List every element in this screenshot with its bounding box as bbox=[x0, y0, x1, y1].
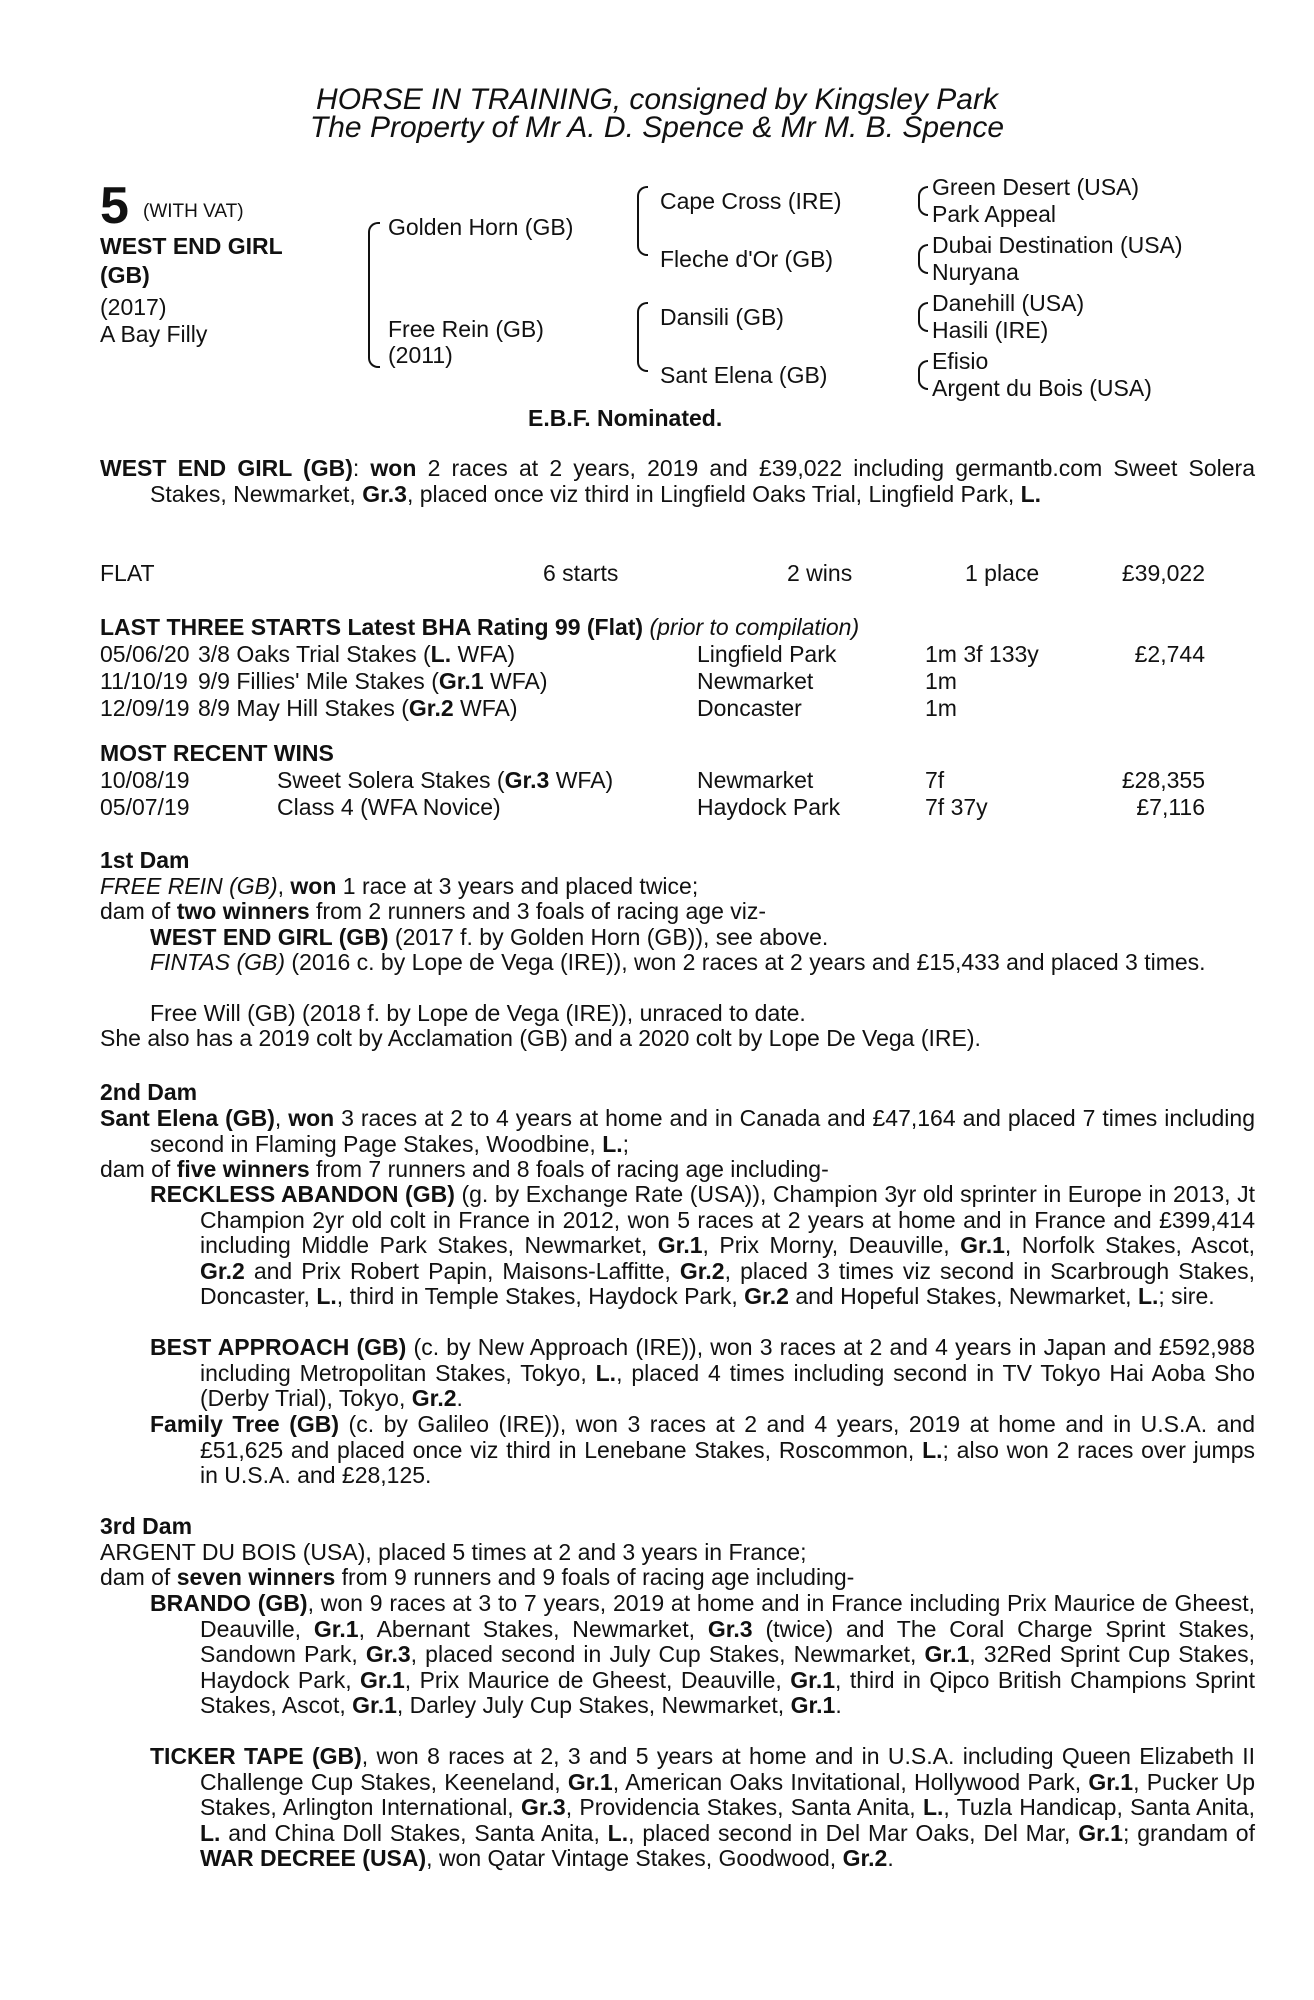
summary-name: WEST END GIRL (GB) bbox=[100, 455, 353, 481]
third-dam-heading bbox=[100, 1514, 1205, 1540]
pedigree-brace-4f bbox=[918, 316, 928, 332]
pedigree-sire-dam: Fleche d'Or (GB) bbox=[660, 246, 834, 272]
pedigree-brace-ds bbox=[637, 302, 648, 336]
second-dam-of-b: five winners bbox=[176, 1156, 310, 1182]
d3-p2-g6: L. bbox=[607, 1819, 629, 1846]
d2-p1-g3: Gr.2 bbox=[200, 1257, 245, 1284]
pedigree-dam: Free Rein (GB) bbox=[388, 316, 544, 342]
d3-p1-g2: Gr.3 bbox=[707, 1615, 753, 1642]
race-course: Doncaster bbox=[697, 695, 802, 721]
third-dam-produce-1 bbox=[150, 1591, 1255, 1719]
d3-p2-e: , Tuzla Handicap, Santa Anita, bbox=[943, 1794, 1255, 1820]
race-name-b: WFA) bbox=[549, 767, 614, 793]
catalogue-header-line1: HORSE IN TRAINING, consigned by Kingsley Park bbox=[316, 83, 998, 116]
first-dam-heading bbox=[100, 848, 1205, 874]
produce-1-name: WEST END GIRL (GB) bbox=[150, 924, 389, 950]
pedigree-dam-sire: Dansili (GB) bbox=[660, 304, 784, 330]
summary-won: won bbox=[370, 455, 417, 481]
pedigree-brace-dam bbox=[368, 294, 380, 368]
d3-p1-g5: Gr.1 bbox=[360, 1666, 405, 1693]
race-grade: L. bbox=[430, 641, 452, 667]
d3-p2-a: , won 8 races at 2, 3 and 5 years at home and in U.S.A. including Queen Elizabeth II Challenge Cup Stakes, Keeneland, bbox=[200, 1743, 1256, 1795]
d3-p2-name: TICKER TAPE (GB) bbox=[150, 1743, 362, 1769]
first-dam-title: 1st Dam bbox=[100, 847, 190, 873]
record-starts: 6 starts bbox=[543, 560, 619, 586]
first-dam-also: She also has a 2019 colt by Acclamation (GB) and a 2020 colt by Lope De Vega (IRE). bbox=[100, 1025, 981, 1051]
d2-p1-d: and Prix Robert Papin, Maisons-Laffitte, bbox=[244, 1257, 680, 1284]
d2-p1-g5: L. bbox=[316, 1283, 337, 1309]
d2-p2-name: BEST APPROACH (GB) bbox=[150, 1334, 407, 1360]
race-name bbox=[277, 767, 613, 793]
last-three-title: LAST THREE STARTS Latest BHA Rating 99 (Flat) bbox=[100, 614, 644, 640]
d3-p1-g8: Gr.1 bbox=[790, 1692, 836, 1718]
third-dam-produce bbox=[100, 1565, 1205, 1591]
race-grade: Gr.2 bbox=[408, 695, 454, 721]
second-dam-of-a: dam of bbox=[100, 1156, 177, 1182]
d2-p1-g: and Hopeful Stakes, Newmarket, bbox=[788, 1283, 1138, 1309]
race-prize: £28,355 bbox=[1121, 767, 1205, 793]
race-distance: 1m bbox=[925, 668, 957, 694]
pedigree-brace-4h bbox=[918, 374, 928, 390]
d2-p1-g7: L. bbox=[1137, 1283, 1159, 1309]
second-dam-produce bbox=[100, 1157, 1205, 1183]
race-name-b: WFA) bbox=[451, 641, 515, 667]
first-dam-of-b: two winners bbox=[176, 898, 310, 924]
first-dam-produce-3: Free Will (GB) (2018 f. by Lope de Vega (IRE)), unraced to date. bbox=[150, 1000, 806, 1026]
pedigree-sss: Green Desert (USA) bbox=[932, 174, 1140, 200]
d3-p2-g1: Gr.1 bbox=[567, 1768, 613, 1795]
pedigree-ssd: Park Appeal bbox=[932, 201, 1057, 227]
d2-p1-g1: Gr.1 bbox=[657, 1232, 703, 1258]
d2-p2-c: . bbox=[456, 1385, 463, 1411]
d3-p2-g7: Gr.1 bbox=[1078, 1819, 1123, 1846]
second-dam-title: 2nd Dam bbox=[100, 1079, 198, 1105]
d3-p1-g3: Gr.3 bbox=[365, 1641, 411, 1667]
d3-p2-j: . bbox=[887, 1845, 894, 1871]
record-wins: 2 wins bbox=[787, 560, 853, 586]
third-dam-title: 3rd Dam bbox=[100, 1513, 193, 1539]
second-dam-record: Sant Elena (GB), won 3 races at 2 to 4 years at home and in Canada and £47,164 and placed 7 times including second in Flaming Page Stakes, Woodbine, L.; bbox=[100, 1105, 1255, 1157]
recent-wins-heading: MOST RECENT WINS bbox=[100, 740, 334, 766]
d2-p1-c: , Norfolk Stakes, Ascot, bbox=[1004, 1232, 1256, 1258]
d3-p2-i: , won Qatar Vintage Stakes, Goodwood, bbox=[426, 1845, 843, 1871]
pedigree-brace-sire bbox=[368, 222, 380, 296]
d3-p2-f: and China Doll Stakes, Santa Anita, bbox=[220, 1819, 608, 1846]
d2-p2-b: , placed 4 times including second in TV Tokyo Hai Aoba Sho (Derby Trial), Tokyo, bbox=[200, 1359, 1255, 1411]
d2-p1-f: , third in Temple Stakes, Haydock Park, bbox=[336, 1283, 745, 1309]
race-summary: WEST END GIRL (GB): won 2 races at 2 years, 2019 and £39,022 including germantb.com Sweet Solera Stakes, Newmarket, Gr.3, placed once viz third in Lingfield Oaks Trial, Lingfield Park, L. bbox=[100, 455, 1255, 507]
summary-grade-1: Gr.3 bbox=[362, 480, 407, 507]
race-course: Newmarket bbox=[697, 767, 814, 793]
second-dam-text-end: ; bbox=[622, 1130, 630, 1157]
d2-p3-g1: L. bbox=[922, 1436, 943, 1463]
d3-p2-b: , American Oaks Invitational, Hollywood Park, bbox=[612, 1768, 1089, 1795]
race-name-b: WFA) bbox=[483, 668, 548, 694]
pedigree-brace-dd bbox=[637, 334, 648, 372]
second-dam-text: 3 races at 2 to 4 years at home and in Canada and £47,164 and placed 7 times including second in Flaming Page Stakes, Woodbine, bbox=[150, 1105, 1255, 1157]
second-dam-produce-2 bbox=[150, 1335, 1255, 1412]
d3-p2-g5: L. bbox=[200, 1819, 221, 1846]
race-distance: 7f bbox=[925, 767, 945, 793]
d2-p3-b: ; also won 2 races over jumps in U.S.A. and £28,125. bbox=[200, 1436, 1255, 1488]
race-date: 12/09/19 bbox=[100, 695, 190, 721]
d2-p1-g4: Gr.2 bbox=[679, 1257, 725, 1284]
d2-p2-g1: L. bbox=[595, 1359, 617, 1386]
d3-p2-g: , placed second in Del Mar Oaks, Del Mar, bbox=[628, 1819, 1079, 1846]
race-date: 05/06/20 bbox=[100, 641, 190, 667]
race-name bbox=[277, 794, 501, 820]
d3-p1-e: , 32Red Sprint Cup Stakes, Haydock Park, bbox=[200, 1641, 1255, 1693]
foaling-year: (2017) bbox=[100, 294, 167, 320]
race-name bbox=[198, 695, 518, 721]
last-three-note: (prior to compilation) bbox=[649, 614, 860, 640]
race-distance: 7f 37y bbox=[925, 794, 988, 820]
pedigree-sdd: Nuryana bbox=[932, 259, 1019, 285]
race-course: Lingfield Park bbox=[697, 641, 837, 667]
first-dam-produce bbox=[100, 899, 1205, 925]
race-name-a: 8/9 May Hill Stakes ( bbox=[198, 695, 409, 721]
race-distance: 1m bbox=[925, 695, 957, 721]
d3-p2-c: , Pucker Up Stakes, Arlington International, bbox=[200, 1768, 1256, 1820]
race-course: Newmarket bbox=[697, 668, 814, 694]
summary-text-1: 2 races at 2 years, 2019 and £39,022 including germantb.com Sweet Solera Stakes, Newmarket, bbox=[150, 455, 1255, 507]
race-name-a: 3/8 Oaks Trial Stakes ( bbox=[198, 641, 431, 667]
second-dam-won: won bbox=[288, 1105, 335, 1131]
d2-p3-a: (c. by Galileo (IRE)), won 3 races at 2 and 4 years, 2019 at home and in U.S.A. and £51,625 and placed once viz third in Lenebane Stakes, Roscommon, bbox=[200, 1411, 1255, 1463]
third-dam-of-c: from 9 runners and 9 foals of racing age including- bbox=[335, 1564, 855, 1590]
second-dam-produce-3 bbox=[150, 1412, 1255, 1489]
third-dam-record: ARGENT DU BOIS (USA), placed 5 times at 2 and 3 years in France; bbox=[100, 1539, 807, 1565]
d2-p1-e: , placed 3 times viz second in Scarbrough Stakes, Doncaster, bbox=[200, 1257, 1255, 1309]
d3-p1-name: BRANDO (GB) bbox=[150, 1590, 308, 1616]
d2-p1-b: , Prix Morny, Deauville, bbox=[702, 1232, 961, 1258]
ebf-nomination: E.B.F. Nominated. bbox=[528, 405, 723, 431]
pedigree-dam-year: (2011) bbox=[388, 342, 453, 368]
summary-text-2: , placed once viz third in Lingfield Oaks Trial, Lingfield Park, bbox=[406, 480, 1021, 507]
d3-p1-d: , placed second in July Cup Stakes, Newmarket, bbox=[410, 1641, 925, 1667]
pedigree-brace-sd bbox=[637, 218, 648, 256]
d3-p2-g3: Gr.3 bbox=[520, 1794, 566, 1820]
last-three-heading bbox=[100, 614, 859, 640]
second-dam-name: Sant Elena (GB) bbox=[100, 1105, 275, 1131]
d2-p1-h: ; sire. bbox=[1158, 1283, 1215, 1309]
race-grade: Gr.1 bbox=[438, 668, 484, 694]
race-prize: £7,116 bbox=[1136, 794, 1205, 820]
catalogue-header-line2: The Property of Mr A. D. Spence & Mr M. B. Spence bbox=[309, 111, 1005, 144]
race-name-b: WFA) bbox=[453, 695, 518, 721]
third-dam-of-a: dam of bbox=[100, 1564, 177, 1590]
pedigree-ddd: Argent du Bois (USA) bbox=[932, 375, 1152, 401]
pedigree-dss: Danehill (USA) bbox=[932, 290, 1085, 316]
race-name-a: Class 4 (WFA Novice) bbox=[277, 794, 501, 820]
d3-p1-b: , Abernant Stakes, Newmarket, bbox=[358, 1615, 708, 1642]
d2-p1-g2: Gr.1 bbox=[960, 1232, 1005, 1258]
vat-label: (WITH VAT) bbox=[143, 201, 244, 222]
summary-grade-2: L. bbox=[1020, 480, 1042, 507]
d3-p1-g7: Gr.1 bbox=[352, 1692, 397, 1718]
d3-p2-g2: Gr.1 bbox=[1088, 1768, 1134, 1795]
d3-p1-g4: Gr.1 bbox=[924, 1641, 970, 1667]
d3-p1-h: , Darley July Cup Stakes, Newmarket, bbox=[396, 1692, 791, 1718]
record-places: 1 place bbox=[965, 560, 1040, 586]
d3-p2-h: ; grandam of bbox=[1122, 1819, 1255, 1846]
race-name-a: 9/9 Fillies' Mile Stakes ( bbox=[198, 668, 439, 694]
d2-p3-name: Family Tree (GB) bbox=[150, 1411, 340, 1437]
d3-p1-f: , Prix Maurice de Gheest, Deauville, bbox=[404, 1666, 791, 1693]
race-course: Haydock Park bbox=[697, 794, 841, 820]
first-dam-won: won bbox=[290, 873, 337, 899]
d3-p1-g6: Gr.1 bbox=[790, 1666, 836, 1693]
second-dam-of-c: from 7 runners and 8 foals of racing age including- bbox=[309, 1156, 829, 1182]
race-distance: 1m 3f 133y bbox=[925, 641, 1039, 667]
pedigree-sire-sire: Cape Cross (IRE) bbox=[660, 188, 842, 214]
d3-p1-g1: Gr.1 bbox=[313, 1615, 359, 1642]
first-dam-produce-2 bbox=[150, 950, 1255, 976]
d3-p2-grandam: WAR DECREE (USA) bbox=[200, 1845, 427, 1871]
race-date: 10/08/19 bbox=[100, 767, 190, 793]
pedigree-sire: Golden Horn (GB) bbox=[388, 214, 574, 240]
second-dam-produce-1 bbox=[150, 1182, 1255, 1310]
first-dam-text: 1 race at 3 years and placed twice; bbox=[336, 873, 699, 899]
first-dam-name: FREE REIN (GB) bbox=[100, 873, 278, 899]
third-dam-of-b: seven winners bbox=[176, 1564, 336, 1590]
d3-p2-g8: Gr.2 bbox=[842, 1845, 888, 1871]
d2-p1-a: (g. by Exchange Rate (USA)), Champion 3yr old sprinter in Europe in 2013, Jt Champion 2yr old colt in France in 2012, won 5 races at 2 years at home and in France and £399,414 including Middle Park Stakes, Newmarket, bbox=[200, 1181, 1255, 1258]
second-dam-grade: L. bbox=[602, 1130, 623, 1157]
first-dam-of-c: from 2 runners and 3 foals of racing age viz- bbox=[309, 898, 767, 924]
d2-p2-g2: Gr.2 bbox=[411, 1385, 457, 1411]
d3-p1-a: , won 9 races at 3 to 7 years, 2019 at home and in France including Prix Maurice de Gheest, Deauville, bbox=[200, 1590, 1255, 1642]
race-name bbox=[198, 641, 515, 667]
produce-2-name: FINTAS (GB) bbox=[150, 949, 286, 975]
d2-p1-g6: Gr.2 bbox=[744, 1283, 789, 1309]
record-prize: £39,022 bbox=[1121, 560, 1205, 586]
race-prize: £2,744 bbox=[1134, 641, 1205, 667]
horse-name: WEST END GIRL bbox=[100, 233, 283, 259]
race-name-a: Sweet Solera Stakes ( bbox=[277, 767, 505, 793]
pedigree-dds: Efisio bbox=[932, 348, 989, 374]
d3-p1-i: . bbox=[835, 1692, 842, 1718]
pedigree-brace-4b bbox=[918, 200, 928, 216]
pedigree-sds: Dubai Destination (USA) bbox=[932, 232, 1183, 258]
horse-country: (GB) bbox=[100, 262, 150, 288]
lot-number: 5 bbox=[100, 177, 129, 235]
first-dam-produce-1 bbox=[150, 925, 1255, 951]
pedigree-dsd: Hasili (IRE) bbox=[932, 317, 1049, 343]
pedigree-brace-ss bbox=[637, 186, 648, 220]
race-date: 05/07/19 bbox=[100, 794, 190, 820]
second-dam-heading bbox=[100, 1080, 1205, 1106]
d3-p1-g: , third in Qipco British Champions Sprint Stakes, Ascot, bbox=[200, 1666, 1255, 1718]
first-dam-record: FREE REIN (GB), won 1 race at 3 years and placed twice; bbox=[100, 873, 699, 899]
race-name bbox=[198, 668, 548, 694]
third-dam-produce-2 bbox=[150, 1744, 1255, 1872]
pedigree-brace-4d bbox=[918, 258, 928, 274]
d2-p1-name: RECKLESS ABANDON (GB) bbox=[150, 1181, 455, 1207]
d3-p2-g4: L. bbox=[922, 1794, 944, 1820]
d3-p2-d: , Providencia Stakes, Santa Anita, bbox=[565, 1794, 923, 1820]
race-date: 11/10/19 bbox=[100, 668, 188, 694]
d3-p1-c: (twice) and The Coral Charge Sprint Stakes, Sandown Park, bbox=[200, 1615, 1255, 1667]
record-type: FLAT bbox=[100, 560, 155, 586]
first-dam-of-a: dam of bbox=[100, 898, 177, 924]
race-grade: Gr.3 bbox=[504, 767, 550, 793]
pedigree-dam-dam: Sant Elena (GB) bbox=[660, 362, 828, 388]
produce-2-text: (2016 c. by Lope de Vega (IRE)), won 2 races at 2 years and £15,433 and placed 3 times. bbox=[285, 949, 1206, 975]
d2-p2-a: (c. by New Approach (IRE)), won 3 races at 2 and 4 years in Japan and £592,988 including Metropolitan Stakes, Tokyo, bbox=[200, 1334, 1255, 1386]
horse-description: A Bay Filly bbox=[100, 321, 208, 347]
produce-1-text: (2017 f. by Golden Horn (GB)), see above. bbox=[388, 924, 829, 950]
